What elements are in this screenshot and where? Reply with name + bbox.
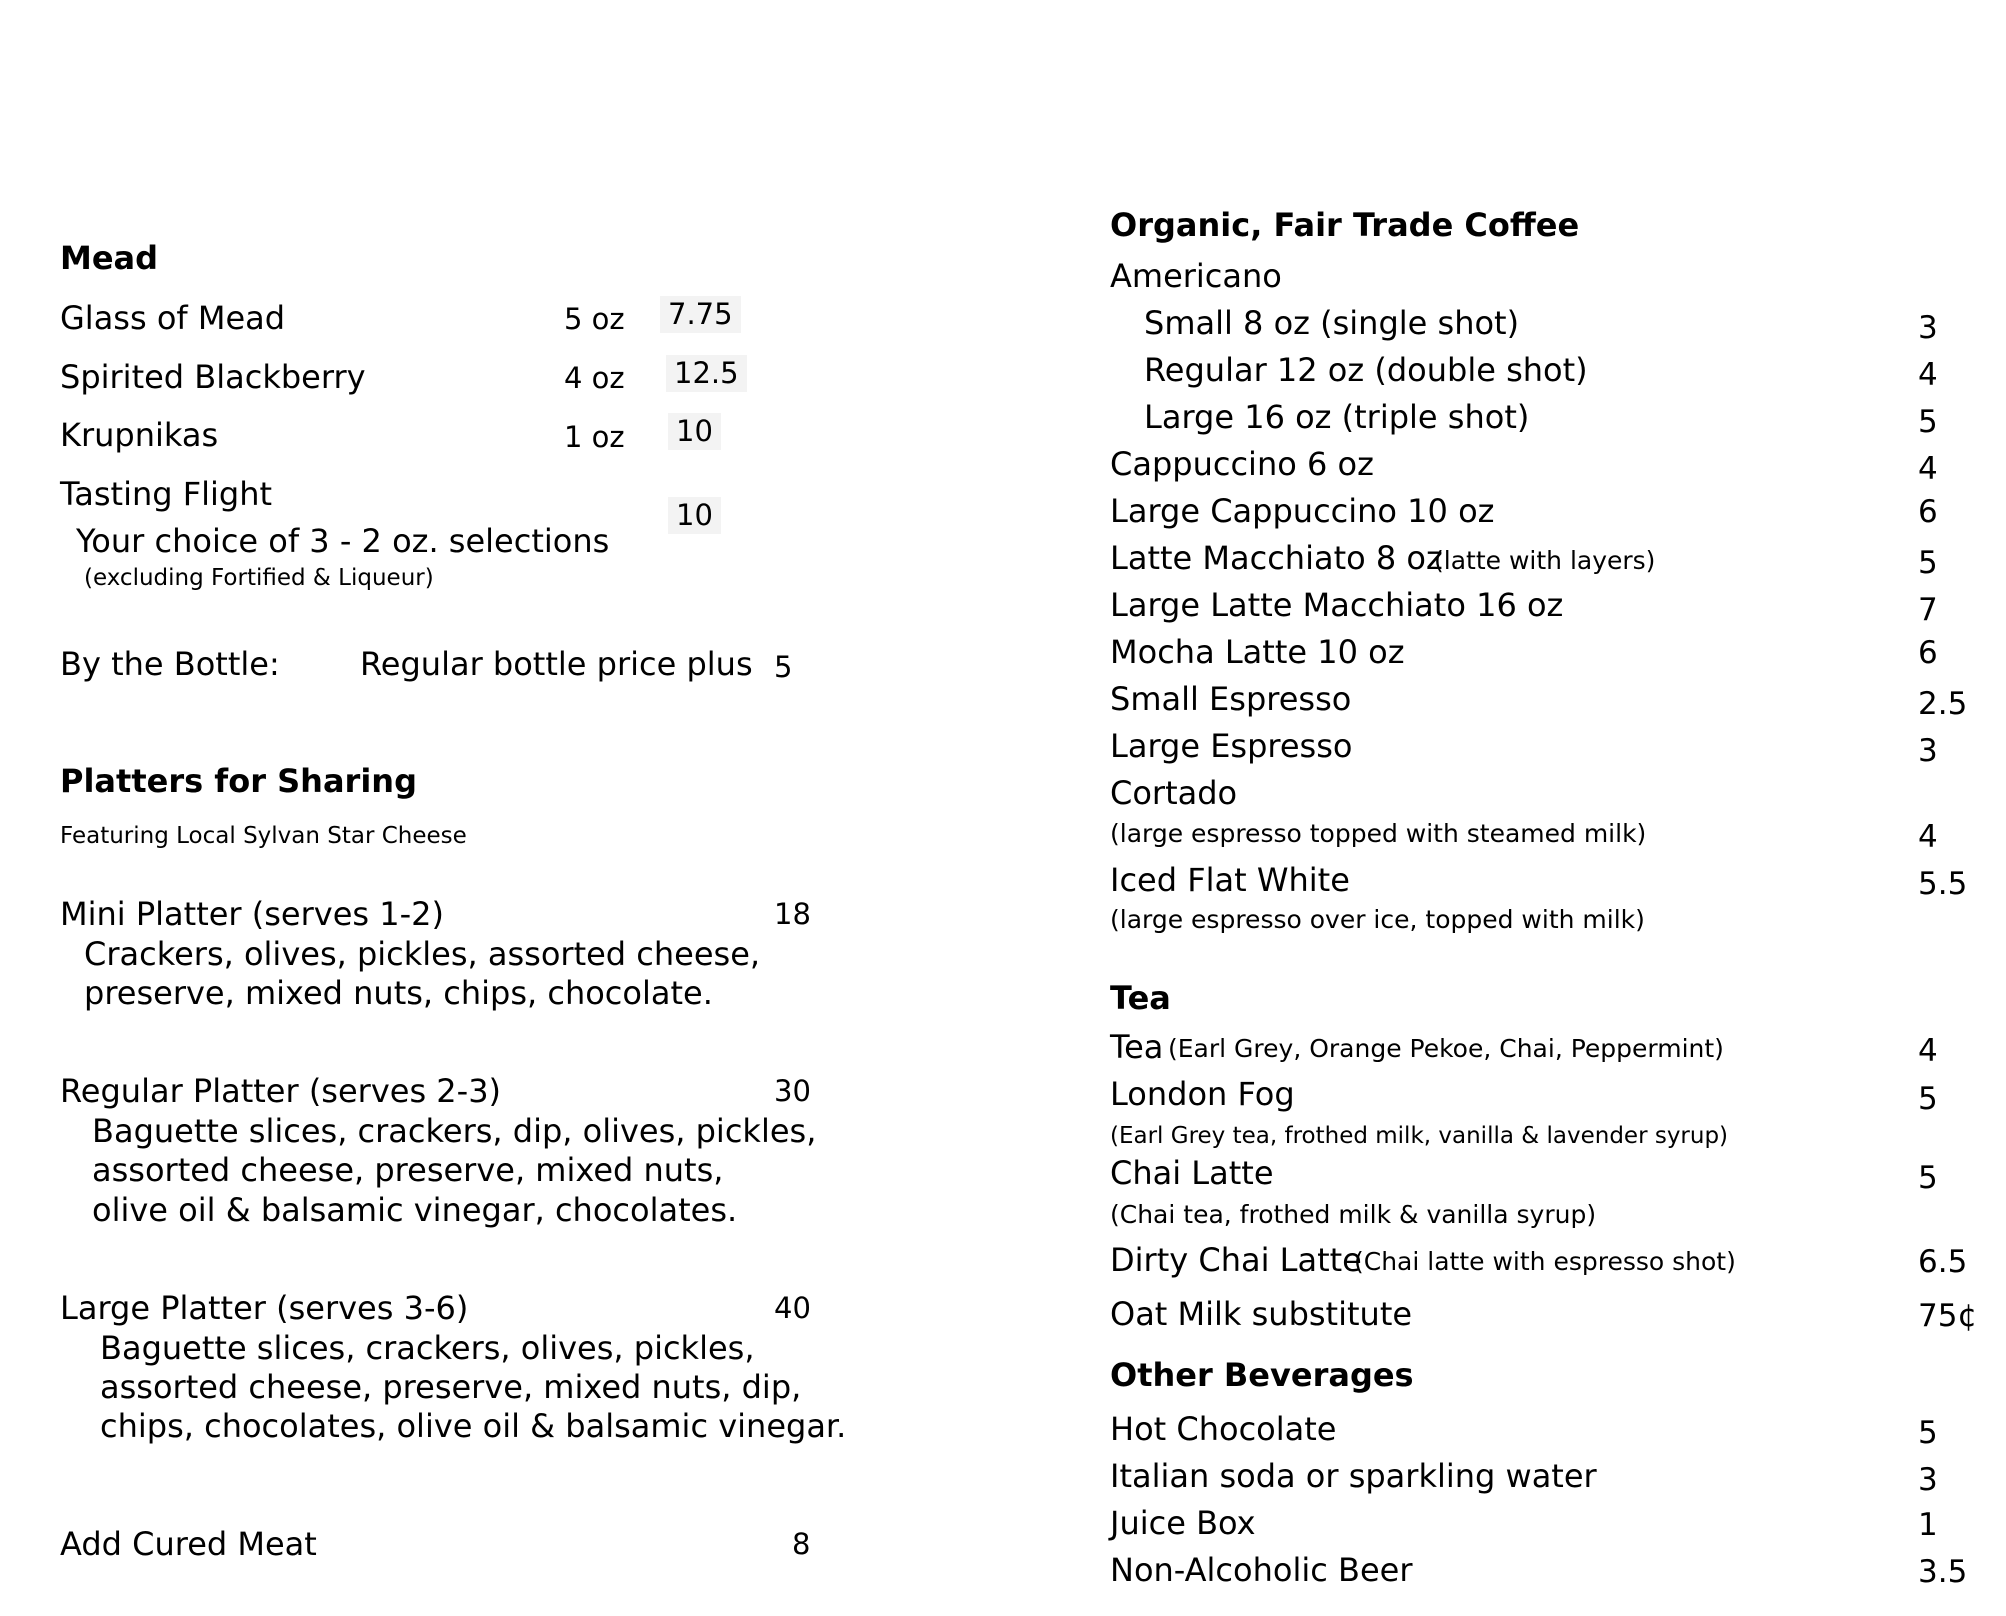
menu-item-size: 1 oz bbox=[564, 420, 625, 454]
menu-item-price: 6 bbox=[1918, 635, 1938, 671]
menu-item-price: 10 bbox=[668, 497, 721, 534]
menu-item-price: 5 bbox=[774, 650, 793, 684]
menu-item-price: 7.75 bbox=[660, 296, 741, 333]
menu-item-price: 7 bbox=[1918, 592, 1938, 628]
menu-item-name: Mini Platter (serves 1-2) bbox=[60, 895, 444, 933]
menu-item-name: Large Latte Macchiato 16 oz bbox=[1110, 586, 1564, 624]
menu-item-description: Crackers, olives, pickles, assorted cheese, bbox=[84, 935, 761, 973]
menu-item-description: chips, chocolates, olive oil & balsamic vinegar. bbox=[100, 1407, 847, 1445]
menu-item-description: Baguette slices, crackers, olives, pickles, bbox=[100, 1329, 755, 1367]
menu-item-price: 5 bbox=[1918, 1160, 1938, 1196]
menu-item-price: 6 bbox=[1918, 494, 1938, 530]
menu-item-name: London Fog bbox=[1110, 1075, 1295, 1113]
menu-item-name: Regular Platter (serves 2-3) bbox=[60, 1072, 502, 1110]
menu-item-name: Regular 12 oz (double shot) bbox=[1144, 351, 1588, 389]
menu-item-size: 4 oz bbox=[564, 361, 625, 395]
menu-item-price: 75¢ bbox=[1918, 1298, 1978, 1334]
menu-item-price: 4 bbox=[1918, 451, 1938, 487]
menu-item-name: Non-Alcoholic Beer bbox=[1110, 1551, 1413, 1589]
menu-item-note: (large espresso over ice, topped with milk) bbox=[1110, 905, 1645, 934]
menu-item-price: 3 bbox=[1918, 310, 1938, 346]
menu-item-price: 5.5 bbox=[1918, 866, 1968, 902]
menu-item-note: (large espresso topped with steamed milk) bbox=[1110, 819, 1647, 848]
menu-item-name: Tasting Flight bbox=[60, 475, 273, 513]
menu-item-name: Cortado bbox=[1110, 774, 1238, 812]
menu-item-price: 1 bbox=[1918, 1507, 1938, 1543]
menu-item-price: 2.5 bbox=[1918, 686, 1968, 722]
menu-item-description: olive oil & balsamic vinegar, chocolates. bbox=[92, 1191, 738, 1229]
menu-item-name: Spirited Blackberry bbox=[60, 358, 366, 396]
menu-item-note: (excluding Fortified & Liqueur) bbox=[84, 565, 434, 591]
section-title-platters: Platters for Sharing bbox=[60, 762, 417, 800]
menu-item-size: 5 oz bbox=[564, 302, 625, 336]
menu-item-price: 6.5 bbox=[1918, 1244, 1968, 1280]
menu-item-note: (Chai latte with espresso shot) bbox=[1354, 1247, 1736, 1276]
menu-item-description: Your choice of 3 - 2 oz. selections bbox=[76, 522, 610, 560]
menu-item-price: 5 bbox=[1918, 1081, 1938, 1117]
menu-item-description: preserve, mixed nuts, chips, chocolate. bbox=[84, 974, 713, 1012]
menu-item-name: Italian soda or sparkling water bbox=[1110, 1457, 1597, 1495]
menu-item-name: Latte Macchiato 8 oz bbox=[1110, 539, 1443, 577]
menu-item-name: Americano bbox=[1110, 257, 1282, 295]
menu-item-description: assorted cheese, preserve, mixed nuts, bbox=[92, 1151, 724, 1189]
menu-item-price: 4 bbox=[1918, 357, 1938, 393]
menu-item-name: Large Cappuccino 10 oz bbox=[1110, 492, 1495, 530]
menu-item-name: Oat Milk substitute bbox=[1110, 1295, 1413, 1333]
menu-item-note: (Earl Grey, Orange Pekoe, Chai, Peppermint) bbox=[1168, 1034, 1724, 1063]
menu-item-name: By the Bottle: bbox=[60, 645, 280, 683]
menu-item-price: 18 bbox=[774, 897, 811, 931]
menu-item-name: Tea bbox=[1110, 1028, 1164, 1066]
menu-item-price: 5 bbox=[1918, 1415, 1938, 1451]
menu-item-name: Large 16 oz (triple shot) bbox=[1144, 398, 1530, 436]
menu-item-price: 5 bbox=[1918, 545, 1938, 581]
menu-item-name: Juice Box bbox=[1110, 1504, 1256, 1542]
menu-item-name: Iced Flat White bbox=[1110, 861, 1350, 899]
menu-item-description: Regular bottle price plus bbox=[360, 645, 753, 683]
menu-item-name: Krupnikas bbox=[60, 416, 219, 454]
menu-item-name: Add Cured Meat bbox=[60, 1525, 317, 1563]
menu-item-name: Dirty Chai Latte bbox=[1110, 1241, 1362, 1279]
menu-item-price: 3.5 bbox=[1918, 1554, 1968, 1590]
menu-item-price: 5 bbox=[1918, 404, 1938, 440]
menu-item-price: 8 bbox=[792, 1527, 811, 1561]
section-title-other-beverages: Other Beverages bbox=[1110, 1356, 1414, 1394]
menu-item-price: 4 bbox=[1918, 819, 1938, 855]
section-title-coffee: Organic, Fair Trade Coffee bbox=[1110, 206, 1580, 244]
menu-item-price: 10 bbox=[668, 413, 721, 450]
menu-item-name: Hot Chocolate bbox=[1110, 1410, 1337, 1448]
menu-item-price: 40 bbox=[774, 1291, 811, 1325]
menu-item-note: (latte with layers) bbox=[1434, 546, 1656, 575]
section-title-mead: Mead bbox=[60, 239, 159, 277]
menu-item-name: Chai Latte bbox=[1110, 1154, 1274, 1192]
menu-item-price: 30 bbox=[774, 1074, 811, 1108]
menu-item-note: (Chai tea, frothed milk & vanilla syrup) bbox=[1110, 1200, 1597, 1229]
menu-item-name: Cappuccino 6 oz bbox=[1110, 445, 1374, 483]
menu-item-name: Large Espresso bbox=[1110, 727, 1353, 765]
menu-item-name: Small Espresso bbox=[1110, 680, 1352, 718]
menu-item-price: 3 bbox=[1918, 1462, 1938, 1498]
menu-item-price: 3 bbox=[1918, 733, 1938, 769]
menu-item-description: assorted cheese, preserve, mixed nuts, dip, bbox=[100, 1368, 802, 1406]
menu-item-description: Baguette slices, crackers, dip, olives, pickles, bbox=[92, 1112, 817, 1150]
menu-item-name: Glass of Mead bbox=[60, 299, 286, 337]
menu-item-price: 12.5 bbox=[666, 355, 747, 392]
menu-item-name: Mocha Latte 10 oz bbox=[1110, 633, 1405, 671]
section-title-tea: Tea bbox=[1110, 979, 1171, 1017]
section-subtitle: Featuring Local Sylvan Star Cheese bbox=[60, 823, 467, 849]
menu-item-name: Large Platter (serves 3-6) bbox=[60, 1289, 469, 1327]
menu-item-note: (Earl Grey tea, frothed milk, vanilla & lavender syrup) bbox=[1110, 1123, 1729, 1149]
menu-item-price: 4 bbox=[1918, 1033, 1938, 1069]
menu-item-name: Small 8 oz (single shot) bbox=[1144, 304, 1520, 342]
